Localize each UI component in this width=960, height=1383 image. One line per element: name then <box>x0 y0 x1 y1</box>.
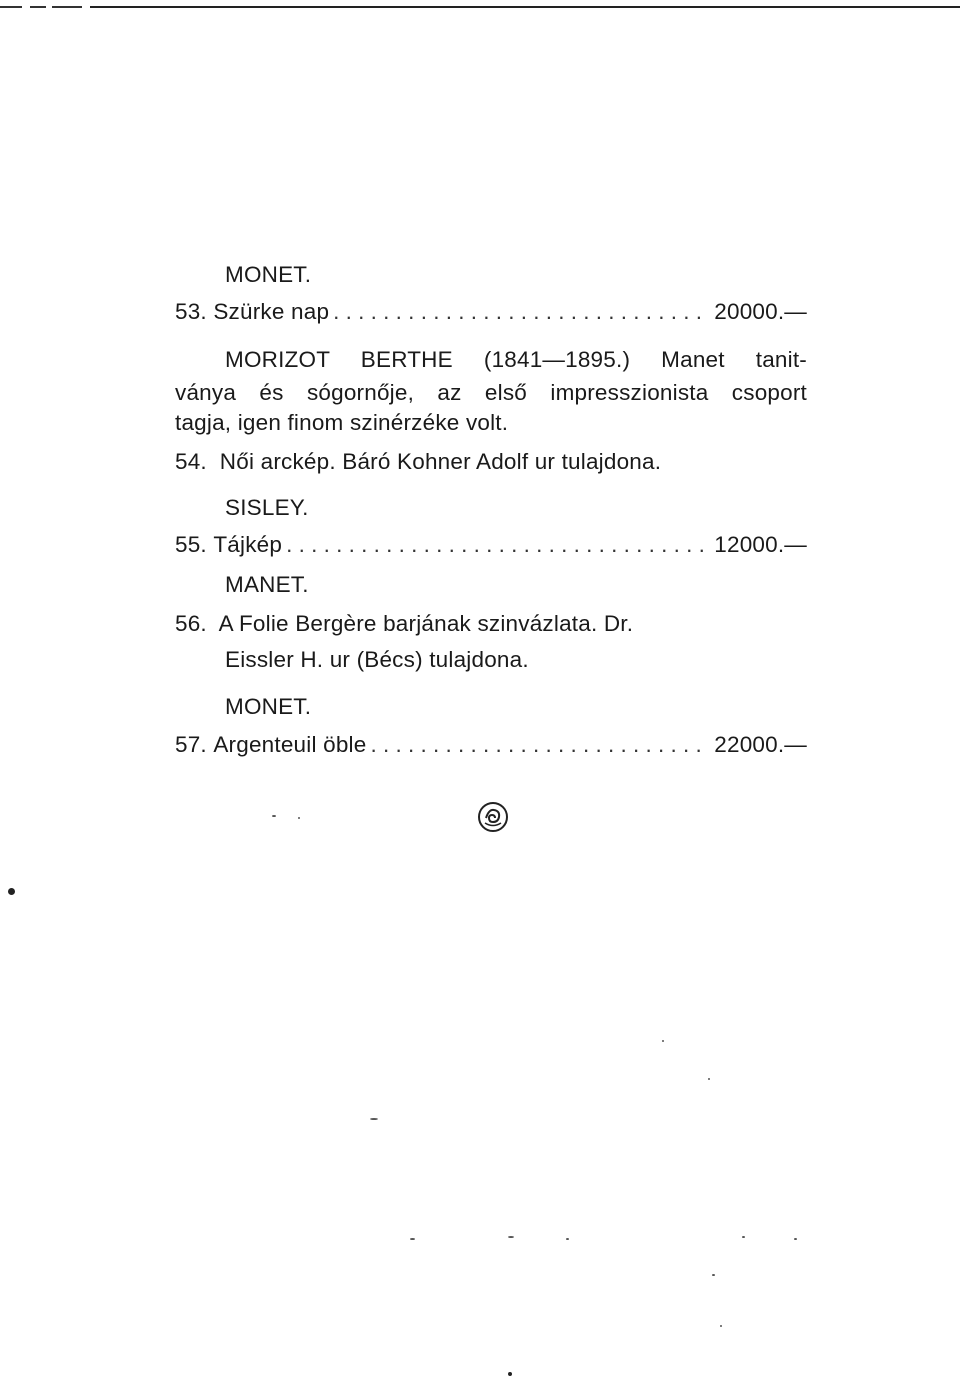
biography-note-line-3: tagja, igen finom szinérzéke volt. <box>175 410 509 435</box>
print-speck <box>8 888 15 895</box>
artist-heading-monet-1: MONET. <box>225 262 312 287</box>
print-speck <box>742 1236 745 1238</box>
print-speck <box>708 1078 710 1080</box>
biography-note-line-1: MORIZOT BERTHE (1841—1895.) Manet tanit- <box>225 347 807 372</box>
entry-number: 56. <box>175 611 207 636</box>
print-speck <box>662 1040 664 1042</box>
entry-number: 53. <box>175 299 207 324</box>
entry-title: Szürke nap <box>213 299 330 324</box>
entry-number: 57. <box>175 732 207 757</box>
print-speck <box>508 1236 514 1238</box>
entry-title-line-1: A Folie Bergère barjának szinvázlata. Dr. <box>218 611 634 636</box>
print-speck <box>712 1274 715 1276</box>
print-speck <box>370 1118 378 1120</box>
dot-leader <box>370 730 710 760</box>
top-rule <box>0 6 960 9</box>
entry-title: Argenteuil öble <box>213 732 367 757</box>
entry-price: 12000.— <box>714 532 807 557</box>
print-speck <box>508 1372 512 1376</box>
artist-heading-manet: MANET. <box>225 572 309 597</box>
catalog-entry-56 <box>175 609 807 639</box>
print-speck <box>272 815 276 817</box>
artist-heading-monet-2: MONET. <box>225 694 312 719</box>
print-speck <box>720 1325 722 1327</box>
entry-price: 22000.— <box>714 732 807 757</box>
entry-number: 54. <box>175 449 207 474</box>
dot-leader <box>286 530 710 560</box>
entry-title: Tájkép <box>213 532 283 557</box>
print-speck <box>298 817 300 819</box>
artist-heading-sisley: SISLEY. <box>225 495 309 520</box>
entry-title: Női arckép. Báró Kohner Adolf ur tulajdona. <box>219 449 662 474</box>
entry-number: 55. <box>175 532 207 557</box>
dot-leader <box>333 297 710 327</box>
entry-price: 20000.— <box>714 299 807 324</box>
print-speck <box>410 1238 415 1240</box>
biography-note-line-2: ványa és sógornője, az első impresszionista csoport <box>175 380 807 405</box>
catalog-entry-54 <box>175 447 807 477</box>
catalog-entry-56-continuation: Eissler H. ur (Bécs) tulajdona. <box>225 647 529 672</box>
rose-ornament-icon <box>476 800 510 834</box>
catalog-entry-55 <box>175 530 807 560</box>
catalog-entry-53 <box>175 297 807 327</box>
catalog-entry-57 <box>175 730 807 760</box>
print-speck <box>794 1238 797 1240</box>
print-speck <box>566 1238 569 1240</box>
